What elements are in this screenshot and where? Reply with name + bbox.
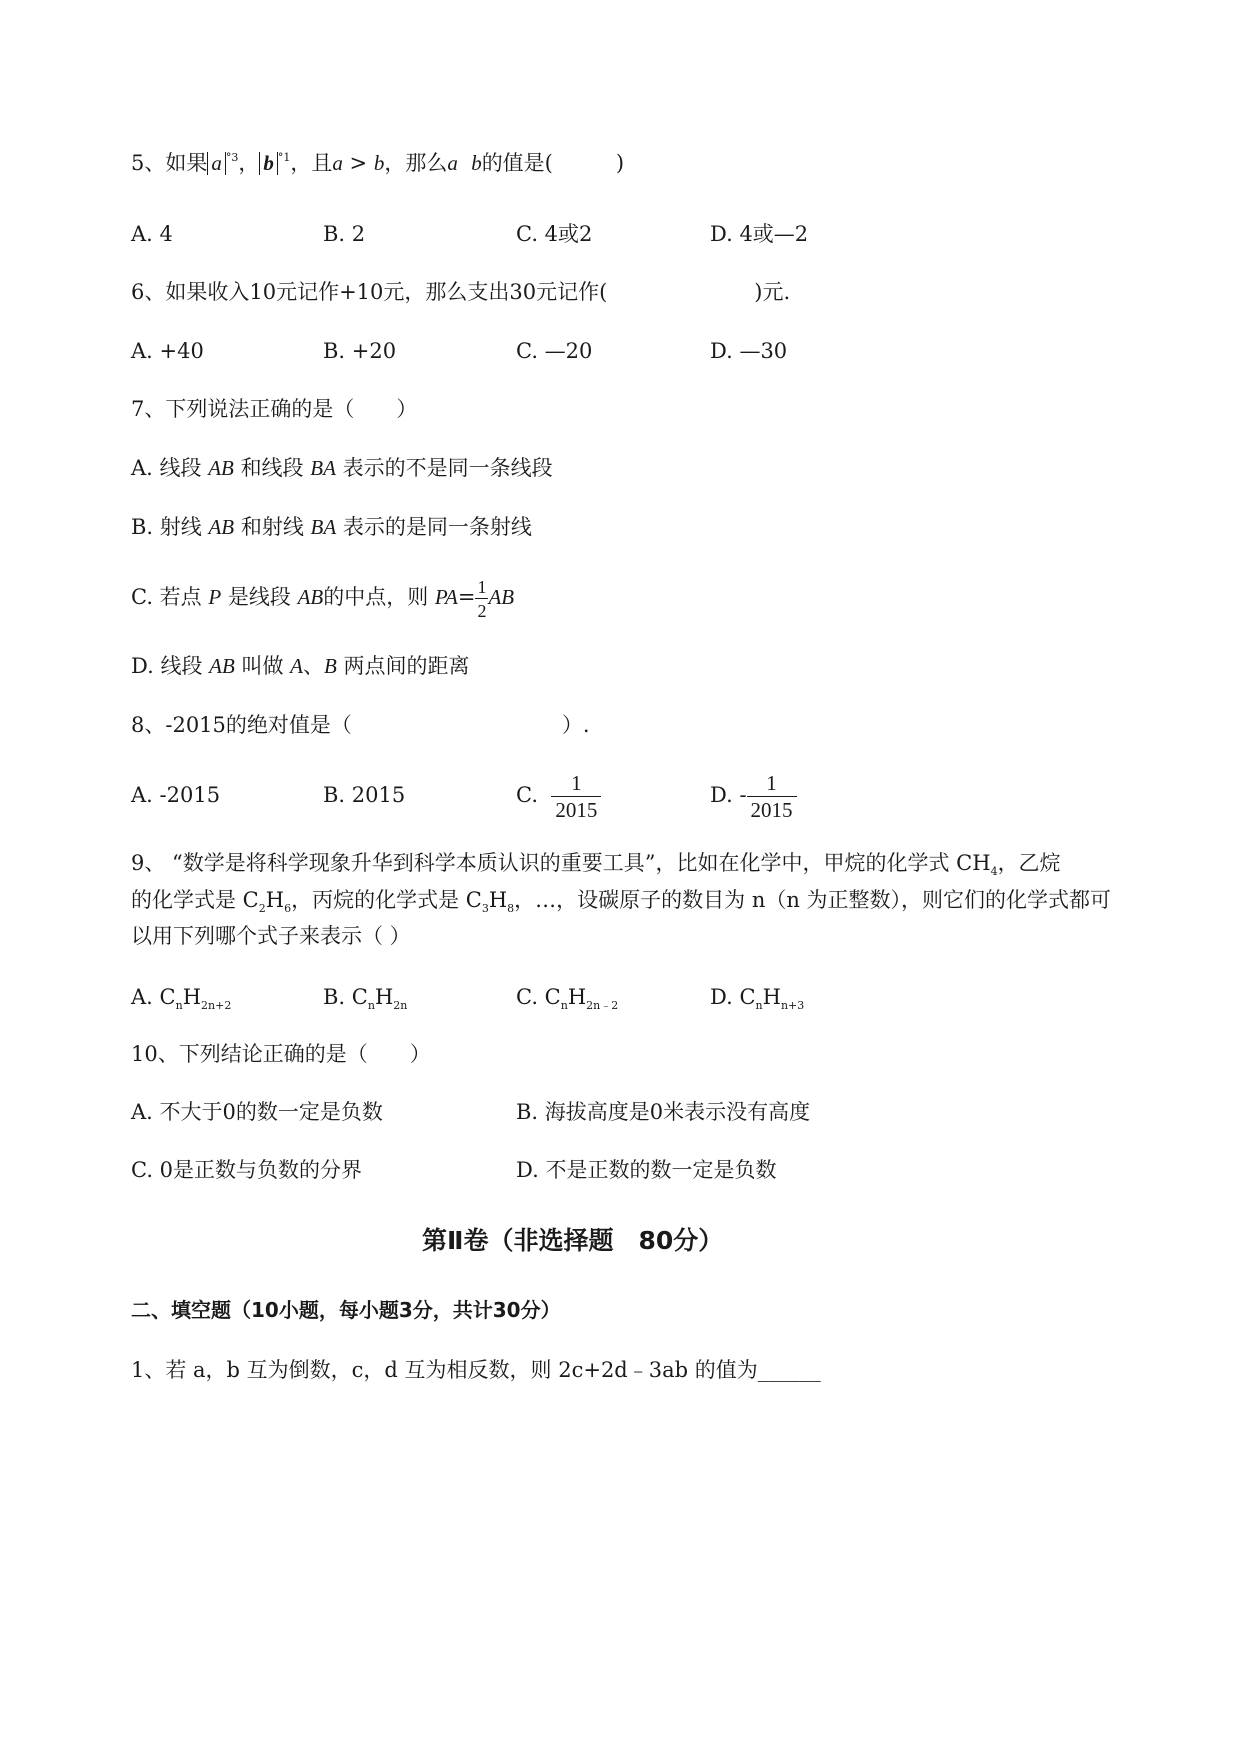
q9a-h: H [182, 985, 202, 1009]
q7c-ab: AB [488, 585, 515, 609]
q7d-point-b: B [324, 654, 337, 678]
q8d-denominator: 2015 [747, 796, 797, 821]
garbled-mark-a: °3 [225, 151, 239, 164]
q9-line-3: 以用下列哪个式子来表示（ ） [131, 924, 411, 948]
q10-option-b: B. 海拔高度是0米表示没有高度 [516, 1100, 811, 1124]
q9-line-2 [131, 890, 1111, 914]
q9d-h: H [762, 985, 781, 1009]
garbled-mark-b: °1 [277, 151, 291, 164]
question-7-stem: 7、下列说法正确的是（ ） [131, 397, 418, 421]
q9-h6-sub: 6 [284, 902, 292, 915]
cond-b: b [373, 151, 385, 175]
q7a-text-3: 表示的不是同一条线段 [342, 456, 553, 480]
q9c-label: C. C [516, 985, 561, 1009]
part-2-heading: 第Ⅱ卷（非选择题 80分） [422, 1226, 724, 1255]
expr-b: b [471, 151, 482, 175]
q9d-sub2: n+3 [780, 999, 805, 1012]
expr-a: a [447, 151, 458, 175]
q8c-fraction [551, 770, 601, 822]
q7c-pa: PA [434, 585, 458, 609]
q7c-text-3: 的中点，则 [323, 585, 429, 609]
q7c-point: P [208, 585, 222, 609]
q9b-label: B. C [323, 985, 368, 1009]
q9-line2-text: 的化学式是 C [131, 888, 259, 912]
q9-c2-sub: 2 [258, 902, 266, 915]
q9c-sub2: 2n﹣2 [586, 999, 619, 1012]
q7d-seg: AB [209, 654, 235, 678]
q7c-equals: = [457, 585, 476, 609]
q5-suffix: 的值是( ) [481, 151, 625, 175]
q5-option-d: D. 4或—2 [710, 222, 809, 246]
q10-option-c: C. 0是正数与负数的分界 [131, 1158, 363, 1182]
q9-option-d [710, 987, 804, 1011]
cond-a: a [332, 151, 343, 175]
abs-a: a [207, 152, 226, 175]
q6-option-a: A. +40 [131, 339, 204, 363]
q7a-seg-1: AB [208, 456, 234, 480]
q7b-text-2: 和射线 [240, 515, 304, 539]
q9-line2-mid: ，丙烷的化学式是 C [291, 888, 482, 912]
q7d-text-1: D. 线段 [131, 654, 203, 678]
q9-c3-sub: 3 [481, 902, 489, 915]
q7b-ray-1: AB [208, 515, 235, 539]
q9b-sub2: 2n [393, 999, 408, 1012]
q7b-ray-2: BA [310, 515, 337, 539]
q7c-text-1: C. 若点 [131, 585, 202, 609]
fraction-denominator: 2 [475, 598, 488, 620]
q5-option-a: A. 4 [131, 222, 173, 246]
q9d-sub1: n [755, 999, 763, 1012]
q10-option-a: A. 不大于0的数一定是负数 [131, 1100, 383, 1124]
question-8-stem: 8、-2015的绝对值是（ ）. [131, 713, 590, 737]
question-10-stem: 10、下列结论正确的是（ ） [131, 1042, 431, 1066]
q8d-numerator: 1 [766, 770, 777, 795]
abs-b: b [259, 152, 278, 175]
q5-then: ，那么 [384, 151, 448, 175]
q8-option-c [516, 771, 601, 821]
q8-option-b: B. 2015 [323, 783, 406, 807]
q6-option-b: B. +20 [323, 339, 397, 363]
q8c-label: C. [516, 783, 538, 807]
q7a-seg-2: BA [310, 456, 336, 480]
q9-line1-end: ，乙烷 [997, 851, 1061, 875]
q9-option-b [323, 987, 407, 1011]
fraction-half [475, 578, 488, 620]
q7b-text-1: B. 射线 [131, 515, 202, 539]
q5-sep: ， [238, 151, 260, 175]
q5-mid: ，且 [290, 151, 333, 175]
q5-option-b: B. 2 [323, 222, 366, 246]
q8-option-a: A. -2015 [131, 783, 221, 807]
q5-prefix: 5、如果 [131, 151, 208, 175]
q9b-sub1: n [367, 999, 375, 1012]
q5-option-c: C. 4或2 [516, 222, 593, 246]
q7d-point-a: A [290, 654, 303, 678]
q7-option-b [131, 517, 532, 538]
q6-option-c: C. —20 [516, 339, 593, 363]
q9-h-2: H [488, 888, 508, 912]
q9-option-a [131, 987, 231, 1011]
cond-op: > [342, 151, 374, 175]
q7c-seg: AB [297, 585, 324, 609]
q8d-label: D. - [710, 783, 747, 807]
q7d-text-3: 两点间的距离 [343, 654, 470, 678]
q7c-text-2: 是线段 [227, 585, 291, 609]
q7a-text-2: 和线段 [240, 456, 304, 480]
q9-h-1: H [265, 888, 285, 912]
q9b-h: H [374, 985, 394, 1009]
q7-option-c [131, 574, 514, 620]
q8c-denominator: 2015 [551, 796, 601, 821]
q9c-sub1: n [560, 999, 568, 1012]
q7d-text-2: 叫做 [241, 654, 284, 678]
q9-line2-end: ，…，设碳原子的数目为 n（n 为正整数），则它们的化学式都可 [514, 888, 1112, 912]
q9-option-c [516, 987, 618, 1011]
q7a-text-1: A. 线段 [131, 456, 202, 480]
q8c-numerator: 1 [571, 770, 582, 795]
q9a-sub1: n [175, 999, 183, 1012]
question-6-stem: 6、如果收入10元记作+10元，那么支出30元记作( )元. [131, 280, 791, 304]
q7-option-a [131, 458, 553, 479]
q9a-label: A. C [131, 985, 176, 1009]
fill-question-1: 1、若 a，b 互为倒数，c，d 互为相反数，则 2c+2d﹣3ab 的值为______ [131, 1358, 821, 1382]
q9-line-1 [131, 853, 1061, 877]
q9d-label: D. C [710, 985, 756, 1009]
q9a-sub2: 2n+2 [201, 999, 232, 1012]
q8-option-d [710, 771, 797, 821]
section-heading: 二、填空题（10小题，每小题3分，共计30分） [131, 1298, 561, 1322]
question-5-stem [131, 152, 624, 175]
q8d-fraction [747, 770, 797, 822]
q10-option-d: D. 不是正数的数一定是负数 [516, 1158, 777, 1182]
q9-h8-sub: 8 [507, 902, 515, 915]
q9-ch4-subscript: 4 [990, 865, 998, 878]
q7d-sep: 、 [303, 654, 324, 678]
q7-option-d [131, 656, 470, 677]
q7b-text-3: 表示的是同一条射线 [342, 515, 532, 539]
q9c-h: H [567, 985, 587, 1009]
q9-line1-text: 9、 “数学是将科学现象升华到科学本质认识的重要工具”，比如在化学中，甲烷的化学式 CH [131, 851, 991, 875]
fraction-numerator: 1 [477, 576, 487, 597]
q6-option-d: D. —30 [710, 339, 788, 363]
